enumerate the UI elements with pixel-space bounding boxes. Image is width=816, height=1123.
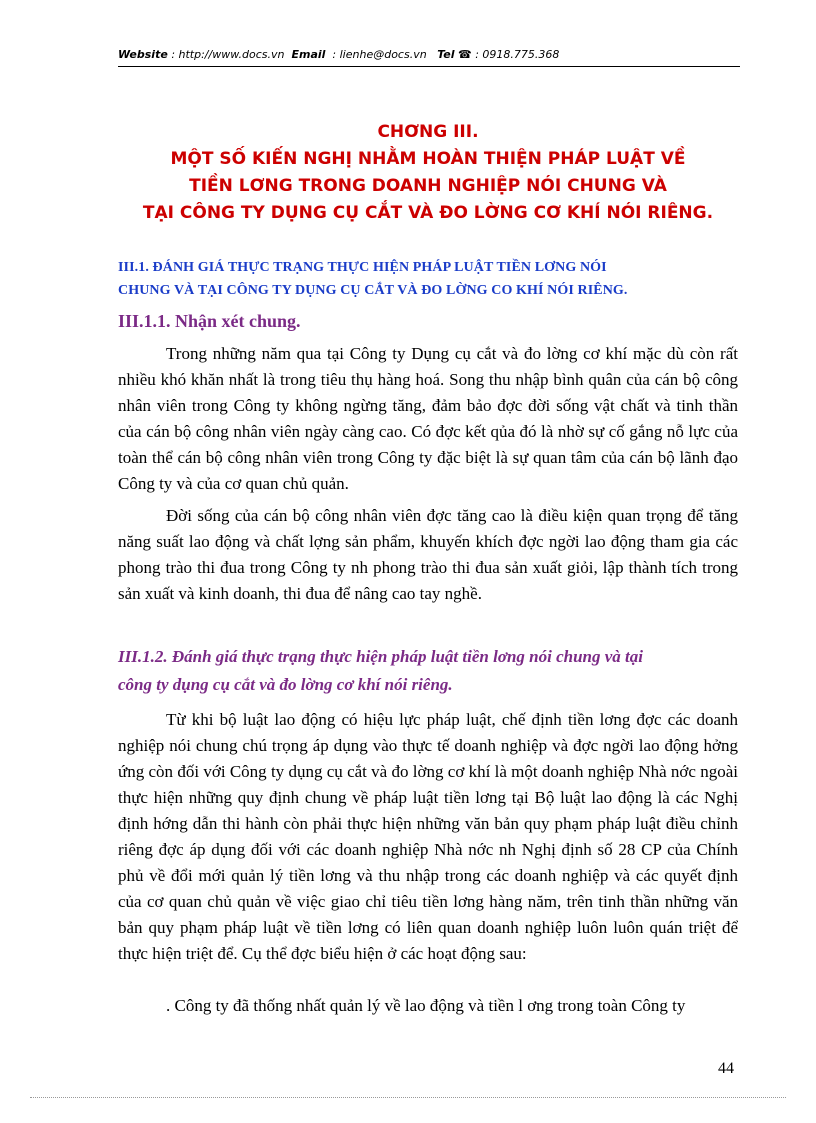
paragraph-text: Đời sống của cán bộ công nhân viên đợc tăng cao là điều kiện quan trọng để tăng năng suất lao động và chất lợng sản phẩm, khuyến khích đợc ngời lao động tham gia các phong trào thi đua trong Công ty nh phong trào thi đua sản xuất giỏi, lập thành tích trong sản xuất và kinh doanh, thi đua để nâng cao tay nghề. — [118, 506, 738, 603]
email-label: Email — [291, 48, 326, 61]
email-value: : lienhe@docs.vn — [332, 48, 427, 61]
chapter-heading-line: MỘT SỐ KIẾN NGHỊ NHẰM HOÀN THIỆN PHÁP LUẬT VỀ — [170, 149, 686, 169]
subsection-heading: III.1.1. Nhận xét chung. — [118, 311, 301, 331]
paragraph — [118, 341, 738, 497]
website-label: Website — [118, 48, 168, 61]
tel-value: : 0918.775.368 — [475, 48, 560, 61]
header-rule — [118, 66, 740, 67]
paragraph-text: . Công ty đã thống nhất quản lý về lao động và tiền l ơng trong toàn Công ty — [166, 996, 686, 1015]
subsection-heading-line: công ty dụng cụ cắt và đo lờng cơ khí nói riêng. — [118, 675, 453, 694]
paragraph — [118, 503, 738, 607]
tel-label: Tel — [437, 48, 455, 61]
page-header — [118, 48, 740, 61]
footer-rule — [30, 1097, 786, 1098]
section-heading-line: CHUNG VÀ TẠI CÔNG TY DỤNG CỤ CẮT VÀ ĐO LỜNG CO KHÍ NÓI RIÊNG. — [118, 283, 628, 298]
website-value: : http://www.docs.vn — [171, 48, 285, 61]
page-number: 44 — [718, 1060, 734, 1077]
chapter-heading-line: TIỀN LƠNG TRONG DOANH NGHIỆP NÓI CHUNG VÀ — [189, 176, 667, 196]
paragraph — [118, 993, 738, 1019]
paragraph — [118, 707, 738, 967]
section-heading-line: III.1. ĐÁNH GIÁ THỰC TRẠNG THỰC HIỆN PHÁP LUẬT TIỀN LƠNG NÓI — [118, 260, 607, 275]
chapter-heading-line: TẠI CÔNG TY DỤNG CỤ CẮT VÀ ĐO LỜNG CƠ KHÍ NÓI RIÊNG. — [142, 203, 714, 223]
subsection-heading-line: III.1.2. Đánh giá thực trạng thực hiện pháp luật tiền lơng nói chung và tại — [118, 647, 643, 666]
paragraph-text: Trong những năm qua tại Công ty Dụng cụ cắt và đo lờng cơ khí mặc dù còn rất nhiều khó khăn nhất là trong tiêu thụ hàng hoá. Song thu nhập bình quân của cán bộ công nhân viên trong Công ty không ngừng tăng, đảm bảo đợc đời sống vật chất và tinh thần của cán bộ công nhân viên ngày càng cao. Có đợc kết qủa đó là nhờ sự cố gắng nỗ lực của toàn thể cán bộ công nhân viên trong Công ty đặc biệt là sự quan tâm của cán bộ lãnh đạo Công ty và của cơ quan chủ quản. — [118, 344, 738, 493]
paragraph-text: Từ khi bộ luật lao động có hiệu lực pháp luật, chế định tiền lơng đợc các doanh nghiệp nói chung chú trọng áp dụng vào thực tế doanh nghiệp và đợc ngời lao động hởng ứng còn đối với Công ty dụng cụ cắt và đo lờng cơ khí là một doanh nghiệp Nhà nớc ngoài thực hiện những quy định chung về pháp luật tiền lơng tại Bộ luật lao động là các Nghị định hớng dẫn thi hành còn phải thực hiện những văn bản quy phạm pháp luật điều chỉnh riêng đợc áp dụng đối với các doanh nghiệp Nhà nớc nh Nghị định số 28 CP của Chính phủ về đổi mới quản lý tiền lơng và thu nhập trong các doanh nghiệp và các quyết định của cơ quan chủ quản về việc giao chỉ tiêu tiền lơng hàng năm, trên tinh thần những văn bản quy phạm pháp luật về tiền lơng có liên quan doanh nghiệp luôn luôn quán triệt để thực hiện triệt để. Cụ thể đợc biểu hiện ở các hoạt động sau: — [118, 710, 738, 963]
phone-icon: ☎ — [458, 48, 472, 61]
chapter-title: CHƠNG III. — [377, 122, 479, 142]
